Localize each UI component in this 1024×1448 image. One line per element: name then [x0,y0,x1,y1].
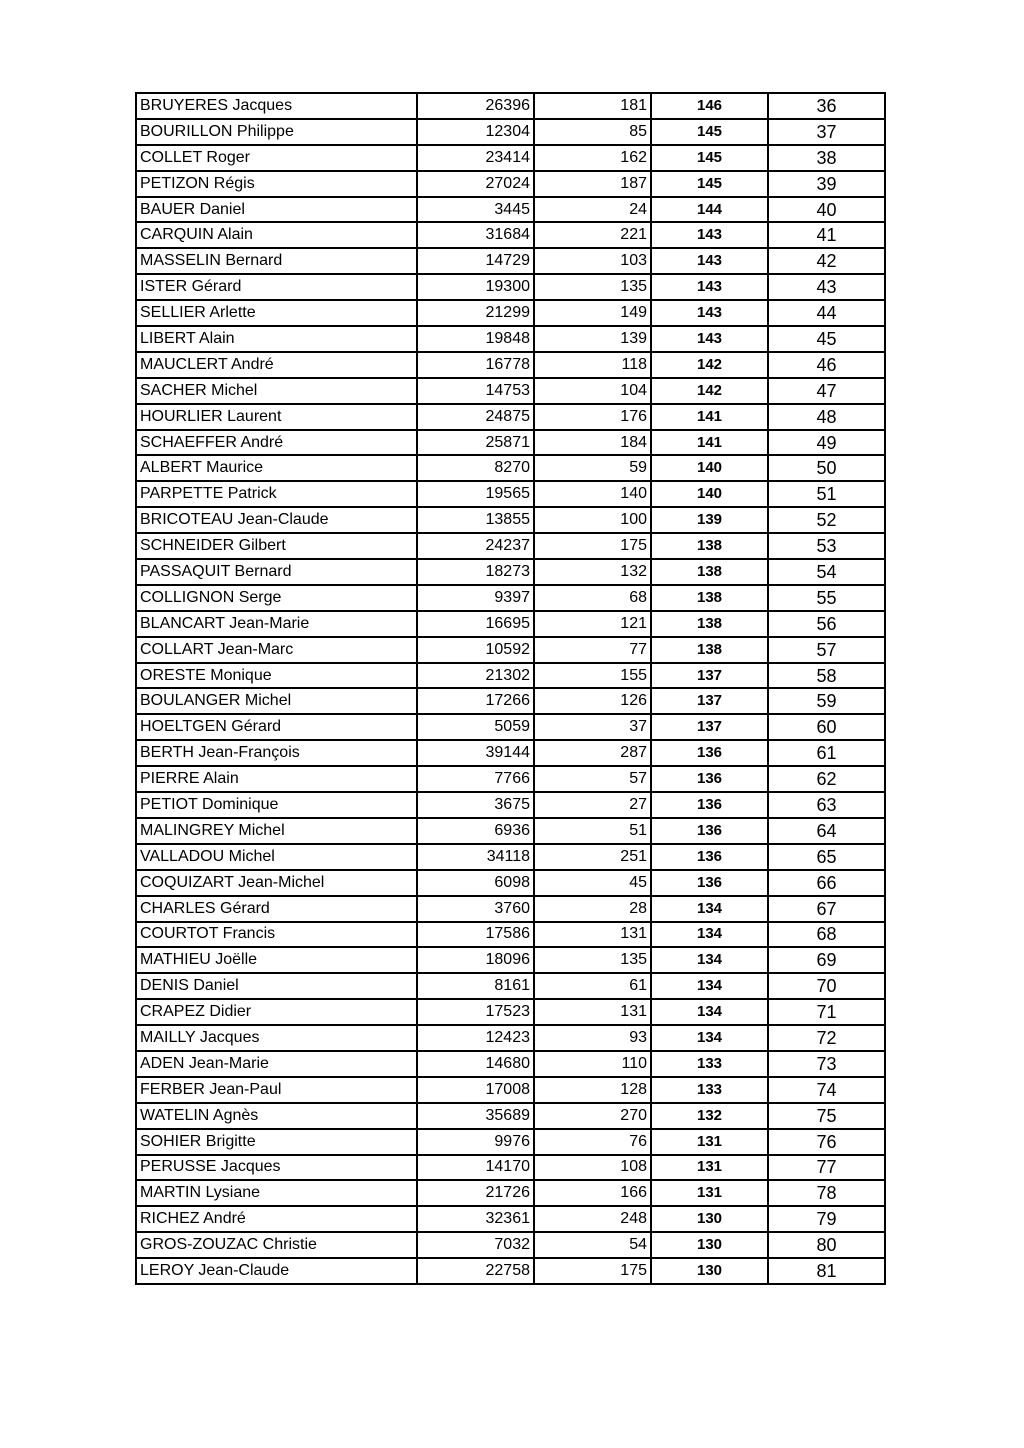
value-a-cell: 21726 [417,1180,534,1206]
table-row [136,714,885,740]
table-row [136,896,885,922]
value-a-cell: 19565 [417,481,534,507]
rank-cell: 54 [768,559,885,585]
value-b-cell: 85 [534,119,651,145]
value-b-cell: 93 [534,1025,651,1051]
participant-name-cell: MATHIEU Joëlle [136,947,417,973]
rank-cell: 49 [768,430,885,456]
participant-name-cell: GROS-ZOUZAC Christie [136,1232,417,1258]
table-row [136,326,885,352]
value-a-cell: 21299 [417,300,534,326]
table-row [136,818,885,844]
value-a-cell: 8161 [417,973,534,999]
value-b-cell: 139 [534,326,651,352]
score-cell: 142 [651,378,768,404]
participant-name-cell: MALINGREY Michel [136,818,417,844]
score-cell: 143 [651,326,768,352]
participant-name-cell: WATELIN Agnès [136,1103,417,1129]
participant-name-cell: PETIZON Régis [136,171,417,197]
score-cell: 133 [651,1077,768,1103]
rank-cell: 78 [768,1180,885,1206]
participant-name-cell: LEROY Jean-Claude [136,1258,417,1284]
table-row [136,274,885,300]
participant-name-cell: SCHNEIDER Gilbert [136,533,417,559]
score-cell: 143 [651,300,768,326]
value-a-cell: 16778 [417,352,534,378]
value-a-cell: 17008 [417,1077,534,1103]
participant-name-cell: CHARLES Gérard [136,896,417,922]
value-a-cell: 18096 [417,947,534,973]
score-cell: 146 [651,93,768,119]
score-cell: 143 [651,248,768,274]
value-b-cell: 181 [534,93,651,119]
value-b-cell: 76 [534,1129,651,1155]
value-a-cell: 12423 [417,1025,534,1051]
value-a-cell: 3445 [417,197,534,223]
score-cell: 131 [651,1180,768,1206]
rank-cell: 61 [768,740,885,766]
rank-cell: 36 [768,93,885,119]
participant-name-cell: CARQUIN Alain [136,222,417,248]
table-row [136,870,885,896]
participant-name-cell: COLLET Roger [136,145,417,171]
table-row [136,999,885,1025]
table-row [136,481,885,507]
value-b-cell: 54 [534,1232,651,1258]
value-a-cell: 17266 [417,688,534,714]
value-b-cell: 77 [534,637,651,663]
rank-cell: 39 [768,171,885,197]
table-row [136,922,885,948]
participant-name-cell: PASSAQUIT Bernard [136,559,417,585]
rank-cell: 65 [768,844,885,870]
rank-cell: 73 [768,1051,885,1077]
value-a-cell: 12304 [417,119,534,145]
value-b-cell: 135 [534,947,651,973]
value-a-cell: 14170 [417,1155,534,1181]
rank-cell: 52 [768,507,885,533]
rank-cell: 38 [768,145,885,171]
table-row [136,404,885,430]
rank-cell: 60 [768,714,885,740]
value-a-cell: 23414 [417,145,534,171]
rank-cell: 76 [768,1129,885,1155]
participant-name-cell: PETIOT Dominique [136,792,417,818]
value-b-cell: 132 [534,559,651,585]
value-b-cell: 251 [534,844,651,870]
participant-name-cell: MASSELIN Bernard [136,248,417,274]
value-a-cell: 27024 [417,171,534,197]
participant-name-cell: PARPETTE Patrick [136,481,417,507]
participant-name-cell: VALLADOU Michel [136,844,417,870]
rank-cell: 55 [768,585,885,611]
score-cell: 130 [651,1206,768,1232]
value-b-cell: 28 [534,896,651,922]
value-b-cell: 110 [534,1051,651,1077]
value-a-cell: 8270 [417,455,534,481]
value-a-cell: 7766 [417,766,534,792]
table-row [136,119,885,145]
rank-cell: 69 [768,947,885,973]
value-b-cell: 24 [534,197,651,223]
value-a-cell: 7032 [417,1232,534,1258]
participant-name-cell: SCHAEFFER André [136,430,417,456]
value-b-cell: 287 [534,740,651,766]
participant-name-cell: COQUIZART Jean-Michel [136,870,417,896]
participant-name-cell: BRUYERES Jacques [136,93,417,119]
score-cell: 137 [651,663,768,689]
participant-name-cell: ADEN Jean-Marie [136,1051,417,1077]
score-cell: 136 [651,740,768,766]
score-cell: 137 [651,688,768,714]
participant-name-cell: MAILLY Jacques [136,1025,417,1051]
table-row [136,1180,885,1206]
score-cell: 145 [651,119,768,145]
table-row [136,1258,885,1284]
participant-name-cell: MAUCLERT André [136,352,417,378]
participant-name-cell: BLANCART Jean-Marie [136,611,417,637]
value-a-cell: 14729 [417,248,534,274]
participant-name-cell: SACHER Michel [136,378,417,404]
rank-cell: 57 [768,637,885,663]
value-b-cell: 51 [534,818,651,844]
table-row [136,430,885,456]
table-row [136,844,885,870]
score-cell: 139 [651,507,768,533]
rank-cell: 79 [768,1206,885,1232]
value-b-cell: 121 [534,611,651,637]
score-cell: 134 [651,999,768,1025]
rank-cell: 43 [768,274,885,300]
rank-cell: 67 [768,896,885,922]
value-a-cell: 31684 [417,222,534,248]
value-b-cell: 118 [534,352,651,378]
score-cell: 134 [651,947,768,973]
table-row [136,1232,885,1258]
table-row [136,792,885,818]
rank-cell: 56 [768,611,885,637]
rank-cell: 37 [768,119,885,145]
value-b-cell: 184 [534,430,651,456]
participant-name-cell: SOHIER Brigitte [136,1129,417,1155]
table-row [136,766,885,792]
table-row [136,1206,885,1232]
participant-name-cell: DENIS Daniel [136,973,417,999]
score-cell: 140 [651,481,768,507]
score-cell: 138 [651,533,768,559]
value-a-cell: 25871 [417,430,534,456]
value-b-cell: 162 [534,145,651,171]
rank-cell: 74 [768,1077,885,1103]
value-b-cell: 131 [534,999,651,1025]
rank-cell: 53 [768,533,885,559]
value-a-cell: 9976 [417,1129,534,1155]
value-a-cell: 14680 [417,1051,534,1077]
value-a-cell: 17523 [417,999,534,1025]
score-cell: 144 [651,197,768,223]
table-row [136,1025,885,1051]
rank-cell: 80 [768,1232,885,1258]
participant-name-cell: HOURLIER Laurent [136,404,417,430]
table-row [136,248,885,274]
value-b-cell: 100 [534,507,651,533]
score-cell: 145 [651,145,768,171]
participant-name-cell: BERTH Jean-François [136,740,417,766]
score-cell: 142 [651,352,768,378]
value-a-cell: 13855 [417,507,534,533]
score-cell: 134 [651,922,768,948]
table-row [136,973,885,999]
value-a-cell: 9397 [417,585,534,611]
table-row [136,663,885,689]
score-cell: 140 [651,455,768,481]
table-row [136,611,885,637]
value-b-cell: 27 [534,792,651,818]
score-cell: 136 [651,766,768,792]
score-cell: 138 [651,611,768,637]
value-b-cell: 126 [534,688,651,714]
participant-name-cell: ORESTE Monique [136,663,417,689]
score-cell: 131 [651,1155,768,1181]
participant-name-cell: RICHEZ André [136,1206,417,1232]
rank-cell: 81 [768,1258,885,1284]
value-a-cell: 19300 [417,274,534,300]
participant-name-cell: LIBERT Alain [136,326,417,352]
rank-cell: 71 [768,999,885,1025]
rank-cell: 62 [768,766,885,792]
participant-name-cell: BOURILLON Philippe [136,119,417,145]
rank-cell: 47 [768,378,885,404]
score-cell: 145 [651,171,768,197]
table-row [136,455,885,481]
score-cell: 130 [651,1232,768,1258]
rank-cell: 46 [768,352,885,378]
table-row [136,585,885,611]
value-b-cell: 221 [534,222,651,248]
table-row [136,1077,885,1103]
table-row [136,93,885,119]
participant-name-cell: COURTOT Francis [136,922,417,948]
rank-cell: 58 [768,663,885,689]
score-cell: 138 [651,585,768,611]
table-row [136,1155,885,1181]
value-b-cell: 57 [534,766,651,792]
value-a-cell: 34118 [417,844,534,870]
value-a-cell: 39144 [417,740,534,766]
value-b-cell: 104 [534,378,651,404]
rank-cell: 44 [768,300,885,326]
participant-name-cell: COLLART Jean-Marc [136,637,417,663]
value-a-cell: 17586 [417,922,534,948]
table-row [136,145,885,171]
score-cell: 138 [651,637,768,663]
value-b-cell: 128 [534,1077,651,1103]
value-b-cell: 166 [534,1180,651,1206]
score-cell: 130 [651,1258,768,1284]
value-b-cell: 155 [534,663,651,689]
score-cell: 136 [651,792,768,818]
score-cell: 134 [651,973,768,999]
table-row [136,637,885,663]
participant-name-cell: ALBERT Maurice [136,455,417,481]
table-row [136,197,885,223]
value-a-cell: 21302 [417,663,534,689]
value-b-cell: 140 [534,481,651,507]
score-cell: 136 [651,870,768,896]
value-b-cell: 270 [534,1103,651,1129]
value-a-cell: 3760 [417,896,534,922]
table-row [136,740,885,766]
value-b-cell: 108 [534,1155,651,1181]
results-table [135,92,886,1285]
results-sheet [135,92,886,1285]
value-b-cell: 131 [534,922,651,948]
value-b-cell: 45 [534,870,651,896]
score-cell: 131 [651,1129,768,1155]
value-a-cell: 5059 [417,714,534,740]
rank-cell: 77 [768,1155,885,1181]
value-a-cell: 14753 [417,378,534,404]
participant-name-cell: PIERRE Alain [136,766,417,792]
table-row [136,300,885,326]
value-b-cell: 103 [534,248,651,274]
participant-name-cell: MARTIN Lysiane [136,1180,417,1206]
table-row [136,171,885,197]
value-a-cell: 35689 [417,1103,534,1129]
value-a-cell: 10592 [417,637,534,663]
rank-cell: 75 [768,1103,885,1129]
value-a-cell: 24237 [417,533,534,559]
participant-name-cell: BRICOTEAU Jean-Claude [136,507,417,533]
participant-name-cell: PERUSSE Jacques [136,1155,417,1181]
participant-name-cell: FERBER Jean-Paul [136,1077,417,1103]
table-row [136,378,885,404]
value-b-cell: 176 [534,404,651,430]
value-a-cell: 18273 [417,559,534,585]
participant-name-cell: COLLIGNON Serge [136,585,417,611]
score-cell: 136 [651,818,768,844]
score-cell: 134 [651,1025,768,1051]
value-b-cell: 175 [534,533,651,559]
value-b-cell: 248 [534,1206,651,1232]
value-b-cell: 135 [534,274,651,300]
table-row [136,507,885,533]
rank-cell: 45 [768,326,885,352]
table-row [136,1129,885,1155]
score-cell: 143 [651,274,768,300]
rank-cell: 50 [768,455,885,481]
table-row [136,688,885,714]
value-a-cell: 3675 [417,792,534,818]
participant-name-cell: CRAPEZ Didier [136,999,417,1025]
table-row [136,222,885,248]
value-a-cell: 16695 [417,611,534,637]
rank-cell: 41 [768,222,885,248]
participant-name-cell: ISTER Gérard [136,274,417,300]
value-a-cell: 6936 [417,818,534,844]
rank-cell: 42 [768,248,885,274]
value-b-cell: 59 [534,455,651,481]
rank-cell: 66 [768,870,885,896]
value-b-cell: 187 [534,171,651,197]
score-cell: 138 [651,559,768,585]
score-cell: 133 [651,1051,768,1077]
table-row [136,1051,885,1077]
table-row [136,947,885,973]
score-cell: 141 [651,404,768,430]
value-b-cell: 175 [534,1258,651,1284]
rank-cell: 40 [768,197,885,223]
value-b-cell: 61 [534,973,651,999]
participant-name-cell: BOULANGER Michel [136,688,417,714]
value-b-cell: 37 [534,714,651,740]
score-cell: 136 [651,844,768,870]
value-b-cell: 68 [534,585,651,611]
participant-name-cell: HOELTGEN Gérard [136,714,417,740]
table-row [136,352,885,378]
results-table-body [136,93,885,1284]
value-a-cell: 24875 [417,404,534,430]
score-cell: 134 [651,896,768,922]
rank-cell: 48 [768,404,885,430]
rank-cell: 63 [768,792,885,818]
rank-cell: 70 [768,973,885,999]
table-row [136,533,885,559]
value-a-cell: 6098 [417,870,534,896]
table-row [136,559,885,585]
value-a-cell: 19848 [417,326,534,352]
score-cell: 132 [651,1103,768,1129]
score-cell: 143 [651,222,768,248]
rank-cell: 64 [768,818,885,844]
rank-cell: 72 [768,1025,885,1051]
table-row [136,1103,885,1129]
participant-name-cell: BAUER Daniel [136,197,417,223]
participant-name-cell: SELLIER Arlette [136,300,417,326]
value-a-cell: 22758 [417,1258,534,1284]
value-b-cell: 149 [534,300,651,326]
score-cell: 141 [651,430,768,456]
rank-cell: 51 [768,481,885,507]
value-a-cell: 32361 [417,1206,534,1232]
rank-cell: 68 [768,922,885,948]
score-cell: 137 [651,714,768,740]
value-a-cell: 26396 [417,93,534,119]
rank-cell: 59 [768,688,885,714]
